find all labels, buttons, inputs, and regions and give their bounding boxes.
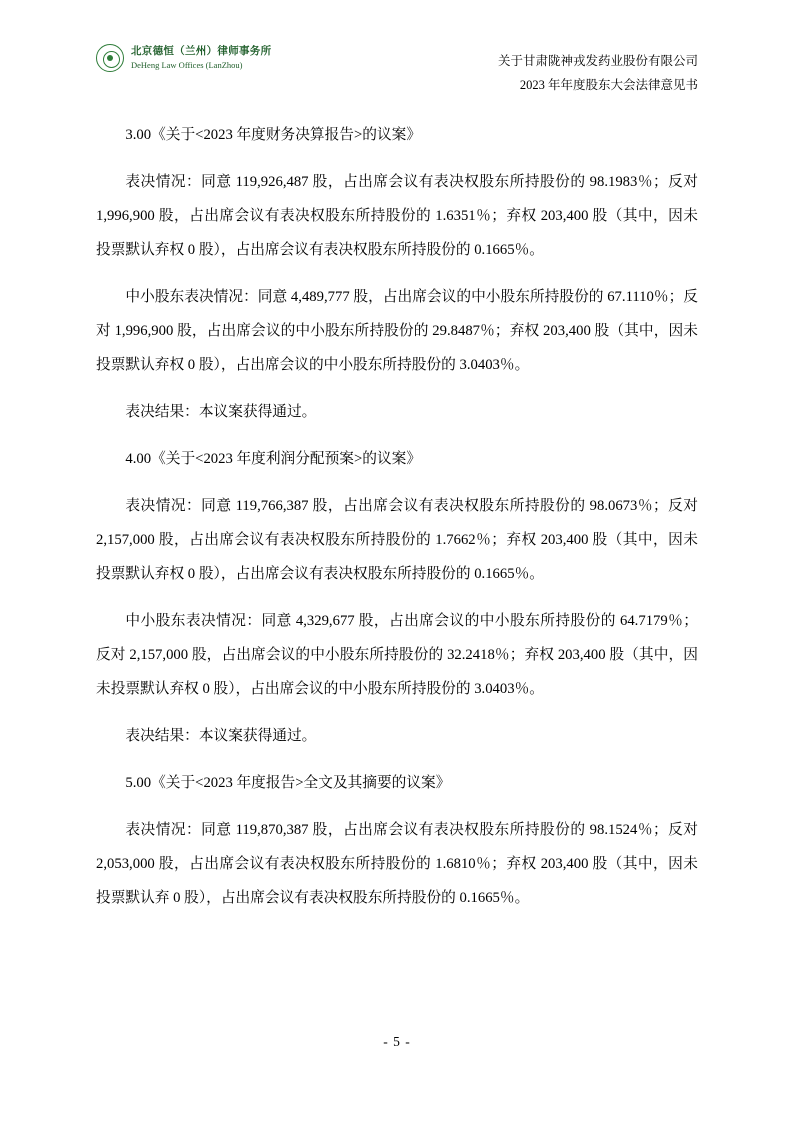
firm-logo-text bbox=[131, 45, 271, 71]
paragraph: 5.00《关于<2023 年度报告>全文及其摘要的议案》 bbox=[125, 775, 451, 791]
paragraph: 表决情况：同意 119,926,487 股，占出席会议有表决权股东所持股份的 98.1983％；反对 1,996,900 股，占出席会议有表决权股东所持股份的 1.6351％；弃权 203,400 股（其中，因未投票默认弃权 0 股），占出席会议有表决权股东所持股份的 0.1665％。 bbox=[96, 174, 698, 258]
paragraph: 中小股东表决情况：同意 4,489,777 股，占出席会议的中小股东所持股份的 67.1110％；反对 1,996,900 股，占出席会议的中小股东所持股份的 29.8487％；弃权 203,400 股（其中，因未投票默认弃权 0 股），占出席会议的中小股东所持股份的 3.0403％。 bbox=[96, 289, 698, 373]
deheng-seal-icon bbox=[96, 44, 124, 72]
firm-logo bbox=[96, 44, 271, 72]
paragraph: 表决结果：本议案获得通过。 bbox=[125, 404, 317, 420]
paragraph: 4.00《关于<2023 年度利润分配预案>的议案》 bbox=[125, 451, 422, 467]
firm-name-cn: 北京德恒（兰州）律师事务所 bbox=[131, 45, 272, 58]
header-title-line-2: 2023 年年度股东大会法律意见书 bbox=[519, 77, 698, 92]
page-number: - 5 - bbox=[383, 1034, 411, 1049]
header-title-line-1: 关于甘肃陇神戎发药业股份有限公司 bbox=[497, 54, 698, 68]
paragraph: 3.00《关于<2023 年度财务决算报告>的议案》 bbox=[125, 127, 422, 143]
page-header bbox=[96, 44, 698, 104]
paragraph: 表决情况：同意 119,870,387 股，占出席会议有表决权股东所持股份的 98.1524％；反对 2,053,000 股，占出席会议有表决权股东所持股份的 1.6810％；弃权 203,400 股（其中，因未投票默认弃 0 股），占出席会议有表决权股东所持股份的 0.1665％。 bbox=[96, 822, 698, 906]
document-body bbox=[96, 118, 698, 915]
header-title-block bbox=[498, 50, 698, 98]
paragraph: 表决结果：本议案获得通过。 bbox=[125, 728, 317, 744]
firm-name-en: DeHeng Law Offices (LanZhou) bbox=[131, 60, 243, 71]
paragraph: 中小股东表决情况：同意 4,329,677 股，占出席会议的中小股东所持股份的 64.7179％；反对 2,157,000 股，占出席会议的中小股东所持股份的 32.2418％；弃权 203,400 股（其中，因未投票默认弃权 0 股），占出席会议的中小股东所持股份的 3.0403％。 bbox=[96, 613, 698, 697]
paragraph: 表决情况：同意 119,766,387 股，占出席会议有表决权股东所持股份的 98.0673％；反对 2,157,000 股，占出席会议有表决权股东所持股份的 1.7662％；弃权 203,400 股（其中，因未投票默认弃权 0 股），占出席会议有表决权股东所持股份的 0.1665％。 bbox=[96, 498, 698, 582]
